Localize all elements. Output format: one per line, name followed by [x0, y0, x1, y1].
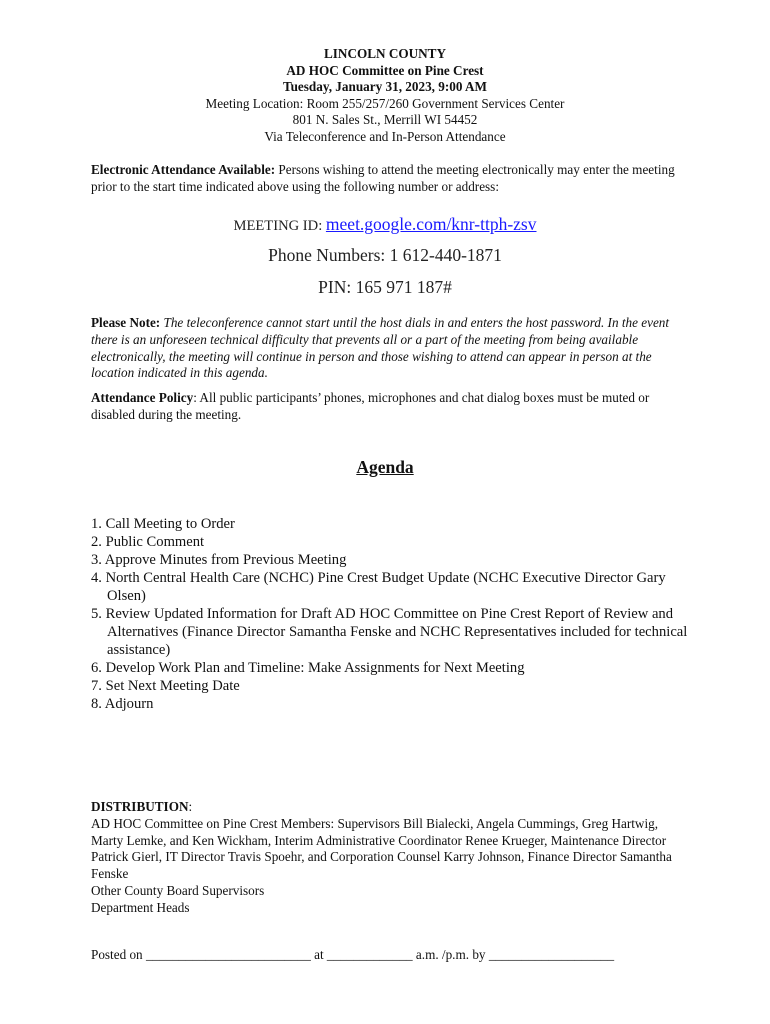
county-name: LINCOLN COUNTY	[324, 46, 446, 61]
agenda-list	[91, 515, 691, 713]
electronic-attendance-paragraph	[91, 162, 681, 196]
meeting-date: Tuesday, January 31, 2023, 9:00 AM	[283, 79, 487, 95]
agenda-item: 1. Call Meeting to Order	[91, 516, 235, 532]
agenda-item: 7. Set Next Meeting Date	[91, 678, 240, 694]
electronic-attendance-text: Persons wishing to attend the meeting electronically may enter the meeting prior to the start time indicated above using the following number or address:	[91, 162, 675, 194]
distribution-heading	[91, 799, 681, 816]
agenda-item: 3. Approve Minutes from Previous Meeting	[91, 552, 347, 568]
please-note-paragraph	[91, 315, 681, 382]
attendance-policy-paragraph	[91, 390, 681, 424]
distribution-committee-members: AD HOC Committee on Pine Crest Members: Supervisors Bill Bialecki, Angela Cummings, Greg Hartwig, Marty Lemke, and Ken Wickham, Interim Administrative Coordinator Renee Krueger, Maintenance Director Patrick Gierl, IT Director Travis Spoehr, and Corporation Counsel Karry Johnson, Finance Director Samantha Fenske	[91, 815, 672, 882]
phone-numbers: Phone Numbers: 1 612-440-1871	[268, 245, 502, 265]
meeting-id-line	[0, 214, 770, 235]
committee-name: AD HOC Committee on Pine Crest	[286, 62, 484, 78]
please-note-text: The teleconference cannot start until the host dials in and enters the host password. In the event there is an unforeseen technical difficulty that prevents all or a part of the meeting from being available electronically, the meeting will continue in person and those wishing to attend can appear in person at the location indicated in this agenda.	[91, 315, 670, 381]
meeting-pin: PIN: 165 971 187#	[318, 277, 452, 297]
agenda-item: 2. Public Comment	[91, 534, 205, 550]
distribution-colon: :	[188, 799, 193, 814]
agenda-item: 5. Review Updated Information for Draft AD HOC Committee on Pine Crest Report of Review and Alternatives (Finance Director Samantha Fenske and NCHC Representatives included for technical assistance)	[91, 606, 688, 658]
distribution-department-heads: Department Heads	[91, 899, 190, 915]
meeting-link[interactable]: meet.google.com/knr-ttph-zsv	[325, 214, 537, 234]
attendance-policy-label: Attendance Policy	[91, 390, 194, 405]
meeting-address: 801 N. Sales St., Merrill WI 54452	[292, 112, 478, 128]
posted-line: Posted on _________________________ at _____________ a.m. /p.m. by ___________________	[91, 947, 615, 962]
distribution-section	[91, 799, 681, 917]
agenda-item: 8. Adjourn	[91, 696, 154, 712]
distribution-supervisors: Other County Board Supervisors	[91, 882, 265, 898]
meeting-id-label: MEETING ID:	[233, 218, 326, 234]
please-note-label: Please Note:	[91, 315, 161, 330]
electronic-attendance-label: Electronic Attendance Available:	[91, 162, 276, 177]
attendance-policy-text: : All public participants’ phones, microphones and chat dialog boxes must be muted or disabled during the meeting.	[91, 390, 650, 422]
meeting-location: Meeting Location: Room 255/257/260 Government Services Center	[205, 95, 565, 111]
distribution-title: DISTRIBUTION	[91, 799, 189, 814]
document-header	[0, 46, 770, 146]
agenda-item: 6. Develop Work Plan and Timeline: Make Assignments for Next Meeting	[91, 660, 525, 676]
agenda-item: 4. North Central Health Care (NCHC) Pine Crest Budget Update (NCHC Executive Director Gary Olsen)	[91, 570, 666, 604]
agenda-title: Agenda	[356, 457, 414, 477]
attendance-mode: Via Teleconference and In-Person Attendance	[264, 128, 506, 144]
